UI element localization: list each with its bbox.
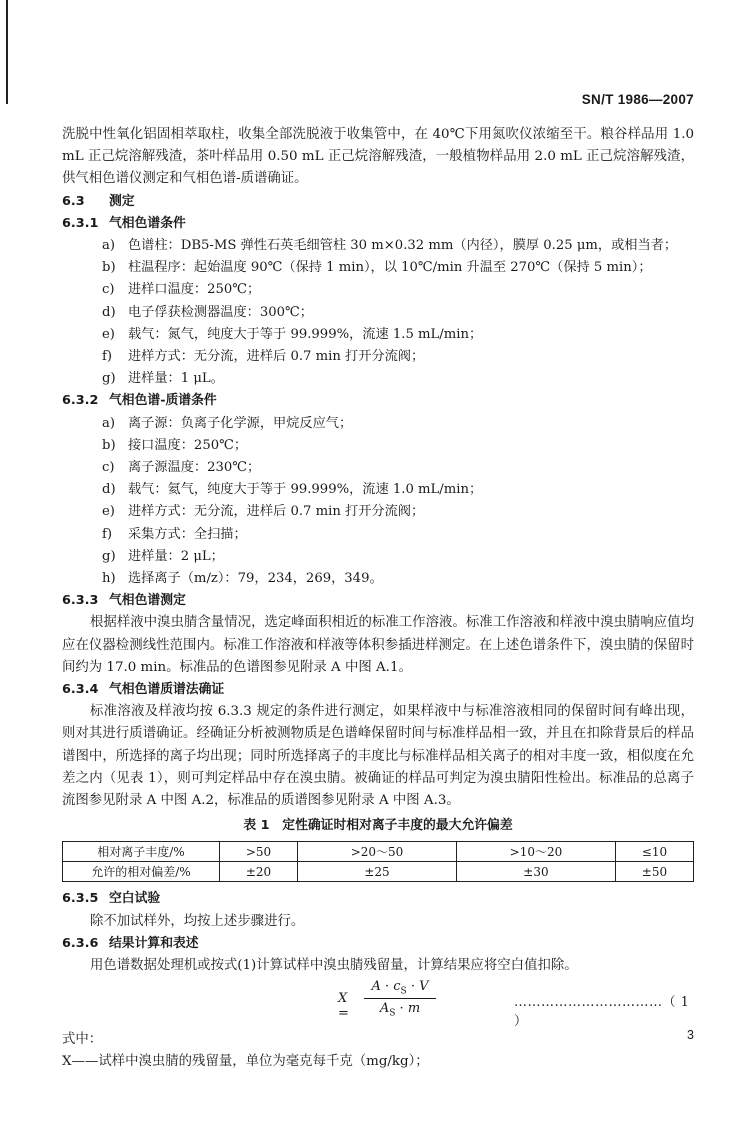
blank-test-paragraph: 除不加试样外，均按上述步骤进行。 (90, 913, 305, 929)
list-item (62, 413, 694, 435)
list-text: 选择离子（m/z）：79，234，269，349。 (128, 571, 383, 587)
formula-block (62, 979, 694, 1030)
section-title: 结果计算和表述 (109, 935, 199, 951)
row-header: 允许的相对偏差/% (63, 862, 220, 882)
section-title: 气相色谱条件 (109, 215, 186, 231)
section-number: 6.3.6 (62, 935, 99, 951)
where-label: 式中： (62, 1032, 103, 1048)
list-item (62, 479, 694, 501)
list-marker: f) (102, 526, 113, 542)
gc-determination-paragraph: 根据样液中溴虫腈含量情况，选定峰面积相近的标准工作溶液。标准工作溶液和样液中溴虫腈响应值均应在仪器检测线性范围内。标准工作溶液和样液等体积参插进样测定。在上述色谱条件下，溴虫腈的保留时间约为 17.0 min。标准品的色谱图参见附录 A 中图 A.1。 (62, 615, 694, 675)
gc-conditions-list (62, 235, 694, 390)
list-text: 载气：氮气，纯度大于等于 99.999%，流速 1.5 mL/min； (128, 326, 483, 342)
binding-line (6, 0, 8, 104)
list-item (62, 568, 694, 590)
table-row (63, 862, 694, 882)
table-cell: ±30 (456, 862, 615, 882)
list-marker: g) (102, 371, 116, 387)
table-row (63, 842, 694, 862)
section-title: 气相色谱测定 (109, 593, 186, 609)
table-cell: ±20 (220, 862, 298, 882)
list-marker: b) (102, 437, 116, 453)
section-6-3-heading (62, 191, 694, 213)
list-text: 进样方式：无分流，进样后 0.7 min 打开分流阀； (128, 349, 425, 365)
list-marker: c) (102, 282, 115, 298)
list-item (62, 501, 694, 523)
section-number: 6.3.4 (62, 682, 99, 698)
list-item (62, 346, 694, 368)
list-marker: d) (102, 304, 116, 320)
list-item (62, 435, 694, 457)
variable-x-definition: X——试样中溴虫腈的残留量，单位为毫克每千克（mg/kg）； (62, 1054, 429, 1070)
table-cell: >10～20 (456, 842, 615, 862)
list-marker: a) (102, 238, 116, 254)
intro-paragraph: 洗脱中性氧化铝固相萃取柱，收集全部洗脱液于收集管中，在 40℃下用氮吹仪浓缩至干。粮谷样品用 1.0 mL 正己烷溶解残渣，茶叶样品用 0.50 mL 正己烷溶解残渣，一般植物样品用 2.0 mL 正己烷溶解残渣，供气相色谱仪测定和气相色谱-质谱确证。 (62, 127, 694, 187)
list-marker: e) (102, 326, 115, 342)
list-marker: d) (102, 482, 116, 498)
section-title: 空白试验 (109, 891, 161, 907)
tolerance-table (62, 841, 694, 882)
list-item (62, 524, 694, 546)
section-title: 测定 (109, 193, 135, 209)
document-code: SN/T 1986—2007 (581, 92, 694, 107)
list-marker: c) (102, 460, 115, 476)
section-number: 6.3.2 (62, 393, 99, 409)
section-6-3-1-heading (62, 213, 694, 235)
list-item (62, 368, 694, 390)
table-cell: ±25 (298, 862, 457, 882)
table-cell: ≤10 (615, 842, 693, 862)
list-text: 载气：氦气，纯度大于等于 99.999%，流速 1.0 mL/min； (128, 482, 483, 498)
list-item (62, 546, 694, 568)
page-content (62, 124, 694, 1074)
section-6-3-4-heading (62, 679, 694, 701)
list-marker: g) (102, 548, 116, 564)
formula-lhs: X = (338, 991, 349, 1022)
list-text: 离子源温度：230℃； (128, 460, 261, 476)
list-item (62, 257, 694, 279)
list-item (62, 279, 694, 301)
section-title: 气相色谱-质谱条件 (109, 393, 217, 409)
formula-numerator: $A \cdot c_S \cdot V$ (371, 979, 429, 997)
list-text: 电子俘获检测器温度：300℃； (128, 304, 313, 320)
section-number: 6.3 (62, 193, 85, 209)
calculation-paragraph: 用色谱数据处理机或按式(1)计算试样中溴虫腈残留量，计算结果应将空白值扣除。 (90, 957, 578, 973)
list-item (62, 235, 694, 257)
list-text: 离子源：负离子化学源，甲烷反应气； (128, 415, 353, 431)
list-text: 柱温程序：起始温度 90℃（保持 1 min），以 10℃/min 升温至 270℃（保持 5 min）； (128, 260, 652, 276)
list-item (62, 324, 694, 346)
table-cell: ±50 (615, 862, 693, 882)
equation-number: ……………………………（ 1 ） (514, 995, 690, 1030)
section-number: 6.3.3 (62, 593, 99, 609)
section-6-3-3-heading (62, 590, 694, 612)
section-6-3-5-heading (62, 888, 694, 910)
list-marker: e) (102, 504, 115, 520)
list-text: 进样口温度：250℃； (128, 282, 261, 298)
list-text: 进样量：2 μL； (128, 548, 224, 564)
list-marker: a) (102, 415, 116, 431)
list-item (62, 457, 694, 479)
section-6-3-6-heading (62, 933, 694, 955)
list-marker: b) (102, 260, 116, 276)
section-title: 气相色谱质谱法确证 (109, 682, 225, 698)
list-marker: h) (102, 571, 116, 587)
ms-confirmation-paragraph: 标准溶液及样液均按 6.3.3 规定的条件进行测定，如果样液中与标准溶液相同的保留时间有峰出现，则对其进行质谱确证。经确证分析被测物质是色谱峰保留时间与标准样品相一致，并且在扣除背景后的样品谱图中，所选择的离子均出现；同时所选择离子的丰度比与标准样品相关离子的相对丰度一致，相似度在允差之内（见表 1），则可判定样品中存在溴虫腈。被确证的样品可判定为溴虫腈阳性检出。标准品的总离子流图参见附录 A 中图 A.2，标准品的质谱图参见附录 A 中图 A.3。 (62, 704, 694, 809)
page-number: 3 (687, 1028, 694, 1042)
list-text: 接口温度：250℃； (128, 437, 248, 453)
table-cell: >50 (220, 842, 298, 862)
formula-denominator: $A_S \cdot m$ (379, 1001, 421, 1019)
fraction-bar (364, 998, 436, 999)
gcms-conditions-list (62, 413, 694, 591)
section-number: 6.3.5 (62, 891, 99, 907)
row-header: 相对离子丰度/% (63, 842, 220, 862)
section-number: 6.3.1 (62, 215, 99, 231)
list-text: 进样量：1 μL。 (128, 371, 224, 387)
list-item (62, 302, 694, 324)
list-text: 进样方式：无分流，进样后 0.7 min 打开分流阀； (128, 504, 425, 520)
section-6-3-2-heading (62, 390, 694, 412)
list-marker: f) (102, 349, 113, 365)
list-text: 采集方式：全扫描； (128, 526, 247, 542)
table-caption: 表 1 定性确证时相对离子丰度的最大允许偏差 (243, 818, 513, 834)
list-text: 色谱柱：DB5-MS 弹性石英毛细管柱 30 m×0.32 mm（内径），膜厚 0.25 μm，或相当者； (128, 238, 678, 254)
table-cell: >20～50 (298, 842, 457, 862)
